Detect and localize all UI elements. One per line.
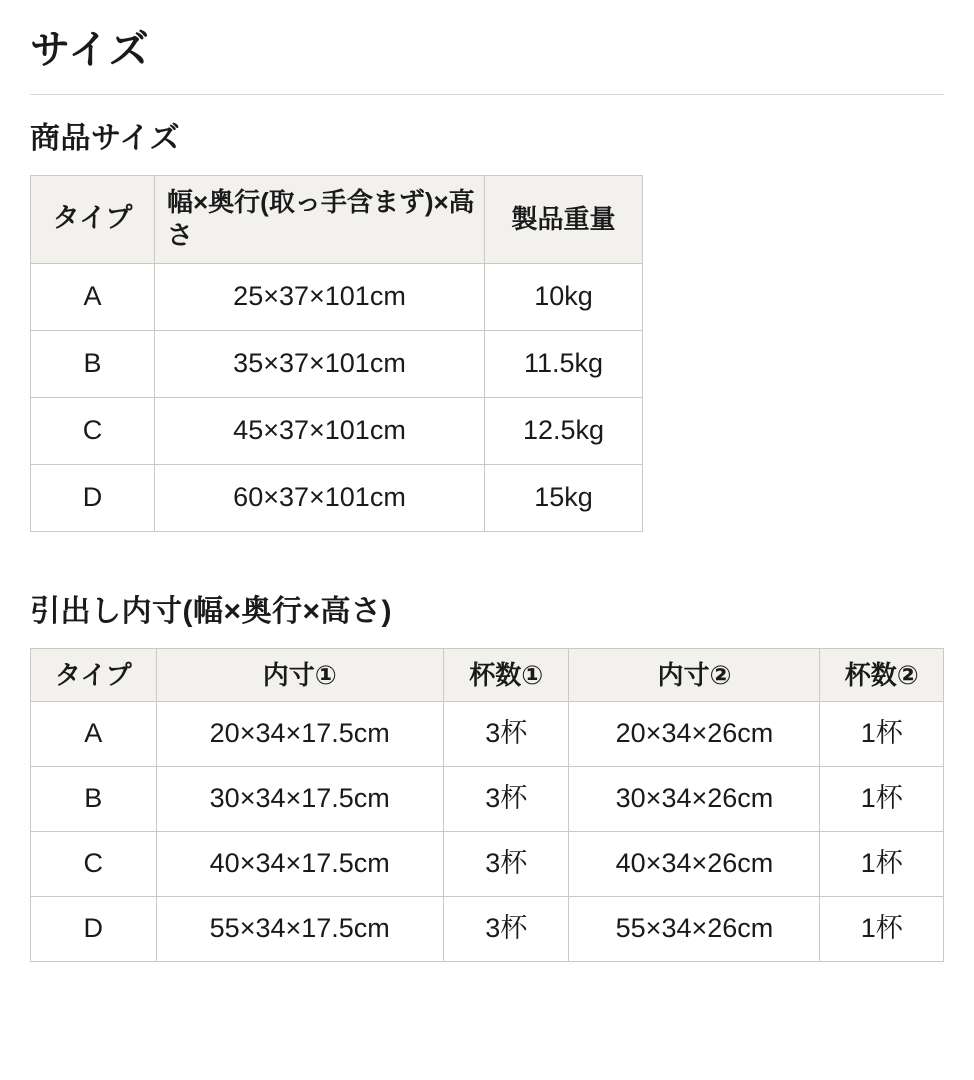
table-row xyxy=(31,832,944,897)
cell-count-2: 1杯 xyxy=(820,832,944,897)
cell-inner-size-1: 55×34×17.5cm xyxy=(156,897,443,962)
cell-type: A xyxy=(31,263,155,330)
cell-count-2: 1杯 xyxy=(820,702,944,767)
cell-inner-size-2: 55×34×26cm xyxy=(569,897,820,962)
cell-type: C xyxy=(31,397,155,464)
cell-inner-size-2: 30×34×26cm xyxy=(569,767,820,832)
cell-inner-size-1: 40×34×17.5cm xyxy=(156,832,443,897)
table-header-row xyxy=(31,648,944,702)
table-row xyxy=(31,263,643,330)
table-header-row xyxy=(31,176,643,264)
cell-dimensions: 25×37×101cm xyxy=(155,263,485,330)
cell-type: D xyxy=(31,897,157,962)
column-header-type: タイプ xyxy=(31,176,155,264)
cell-inner-size-1: 20×34×17.5cm xyxy=(156,702,443,767)
cell-dimensions: 45×37×101cm xyxy=(155,397,485,464)
cell-inner-size-2: 40×34×26cm xyxy=(569,832,820,897)
cell-weight: 15kg xyxy=(485,464,643,531)
cell-count-1: 3杯 xyxy=(443,702,569,767)
table-row xyxy=(31,464,643,531)
cell-type: B xyxy=(31,330,155,397)
table-row xyxy=(31,330,643,397)
cell-weight: 10kg xyxy=(485,263,643,330)
cell-weight: 12.5kg xyxy=(485,397,643,464)
page-title: サイズ xyxy=(30,28,150,72)
title-divider xyxy=(30,94,944,95)
column-header-dimensions: 幅×奥行(取っ手含まず)×高さ xyxy=(155,176,485,264)
cell-type: D xyxy=(31,464,155,531)
drawer-size-table xyxy=(30,648,944,963)
column-header-count-2: 杯数② xyxy=(820,648,944,702)
column-header-weight: 製品重量 xyxy=(485,176,643,264)
cell-dimensions: 60×37×101cm xyxy=(155,464,485,531)
cell-count-1: 3杯 xyxy=(443,897,569,962)
cell-type: B xyxy=(31,767,157,832)
cell-type: C xyxy=(31,832,157,897)
column-header-type: タイプ xyxy=(31,648,157,702)
cell-count-1: 3杯 xyxy=(443,767,569,832)
table-row xyxy=(31,397,643,464)
table-row xyxy=(31,767,944,832)
cell-count-2: 1杯 xyxy=(820,767,944,832)
product-size-heading: 商品サイズ xyxy=(30,122,181,155)
column-header-inner-size-1: 内寸① xyxy=(156,648,443,702)
cell-count-2: 1杯 xyxy=(820,897,944,962)
column-header-count-1: 杯数① xyxy=(443,648,569,702)
cell-count-1: 3杯 xyxy=(443,832,569,897)
table-row xyxy=(31,897,944,962)
cell-inner-size-1: 30×34×17.5cm xyxy=(156,767,443,832)
drawer-size-heading: 引出し内寸(幅×奥行×高さ) xyxy=(30,594,393,628)
cell-inner-size-2: 20×34×26cm xyxy=(569,702,820,767)
cell-dimensions: 35×37×101cm xyxy=(155,330,485,397)
cell-weight: 11.5kg xyxy=(485,330,643,397)
column-header-inner-size-2: 内寸② xyxy=(569,648,820,702)
product-size-table xyxy=(30,175,643,532)
table-row xyxy=(31,702,944,767)
cell-type: A xyxy=(31,702,157,767)
